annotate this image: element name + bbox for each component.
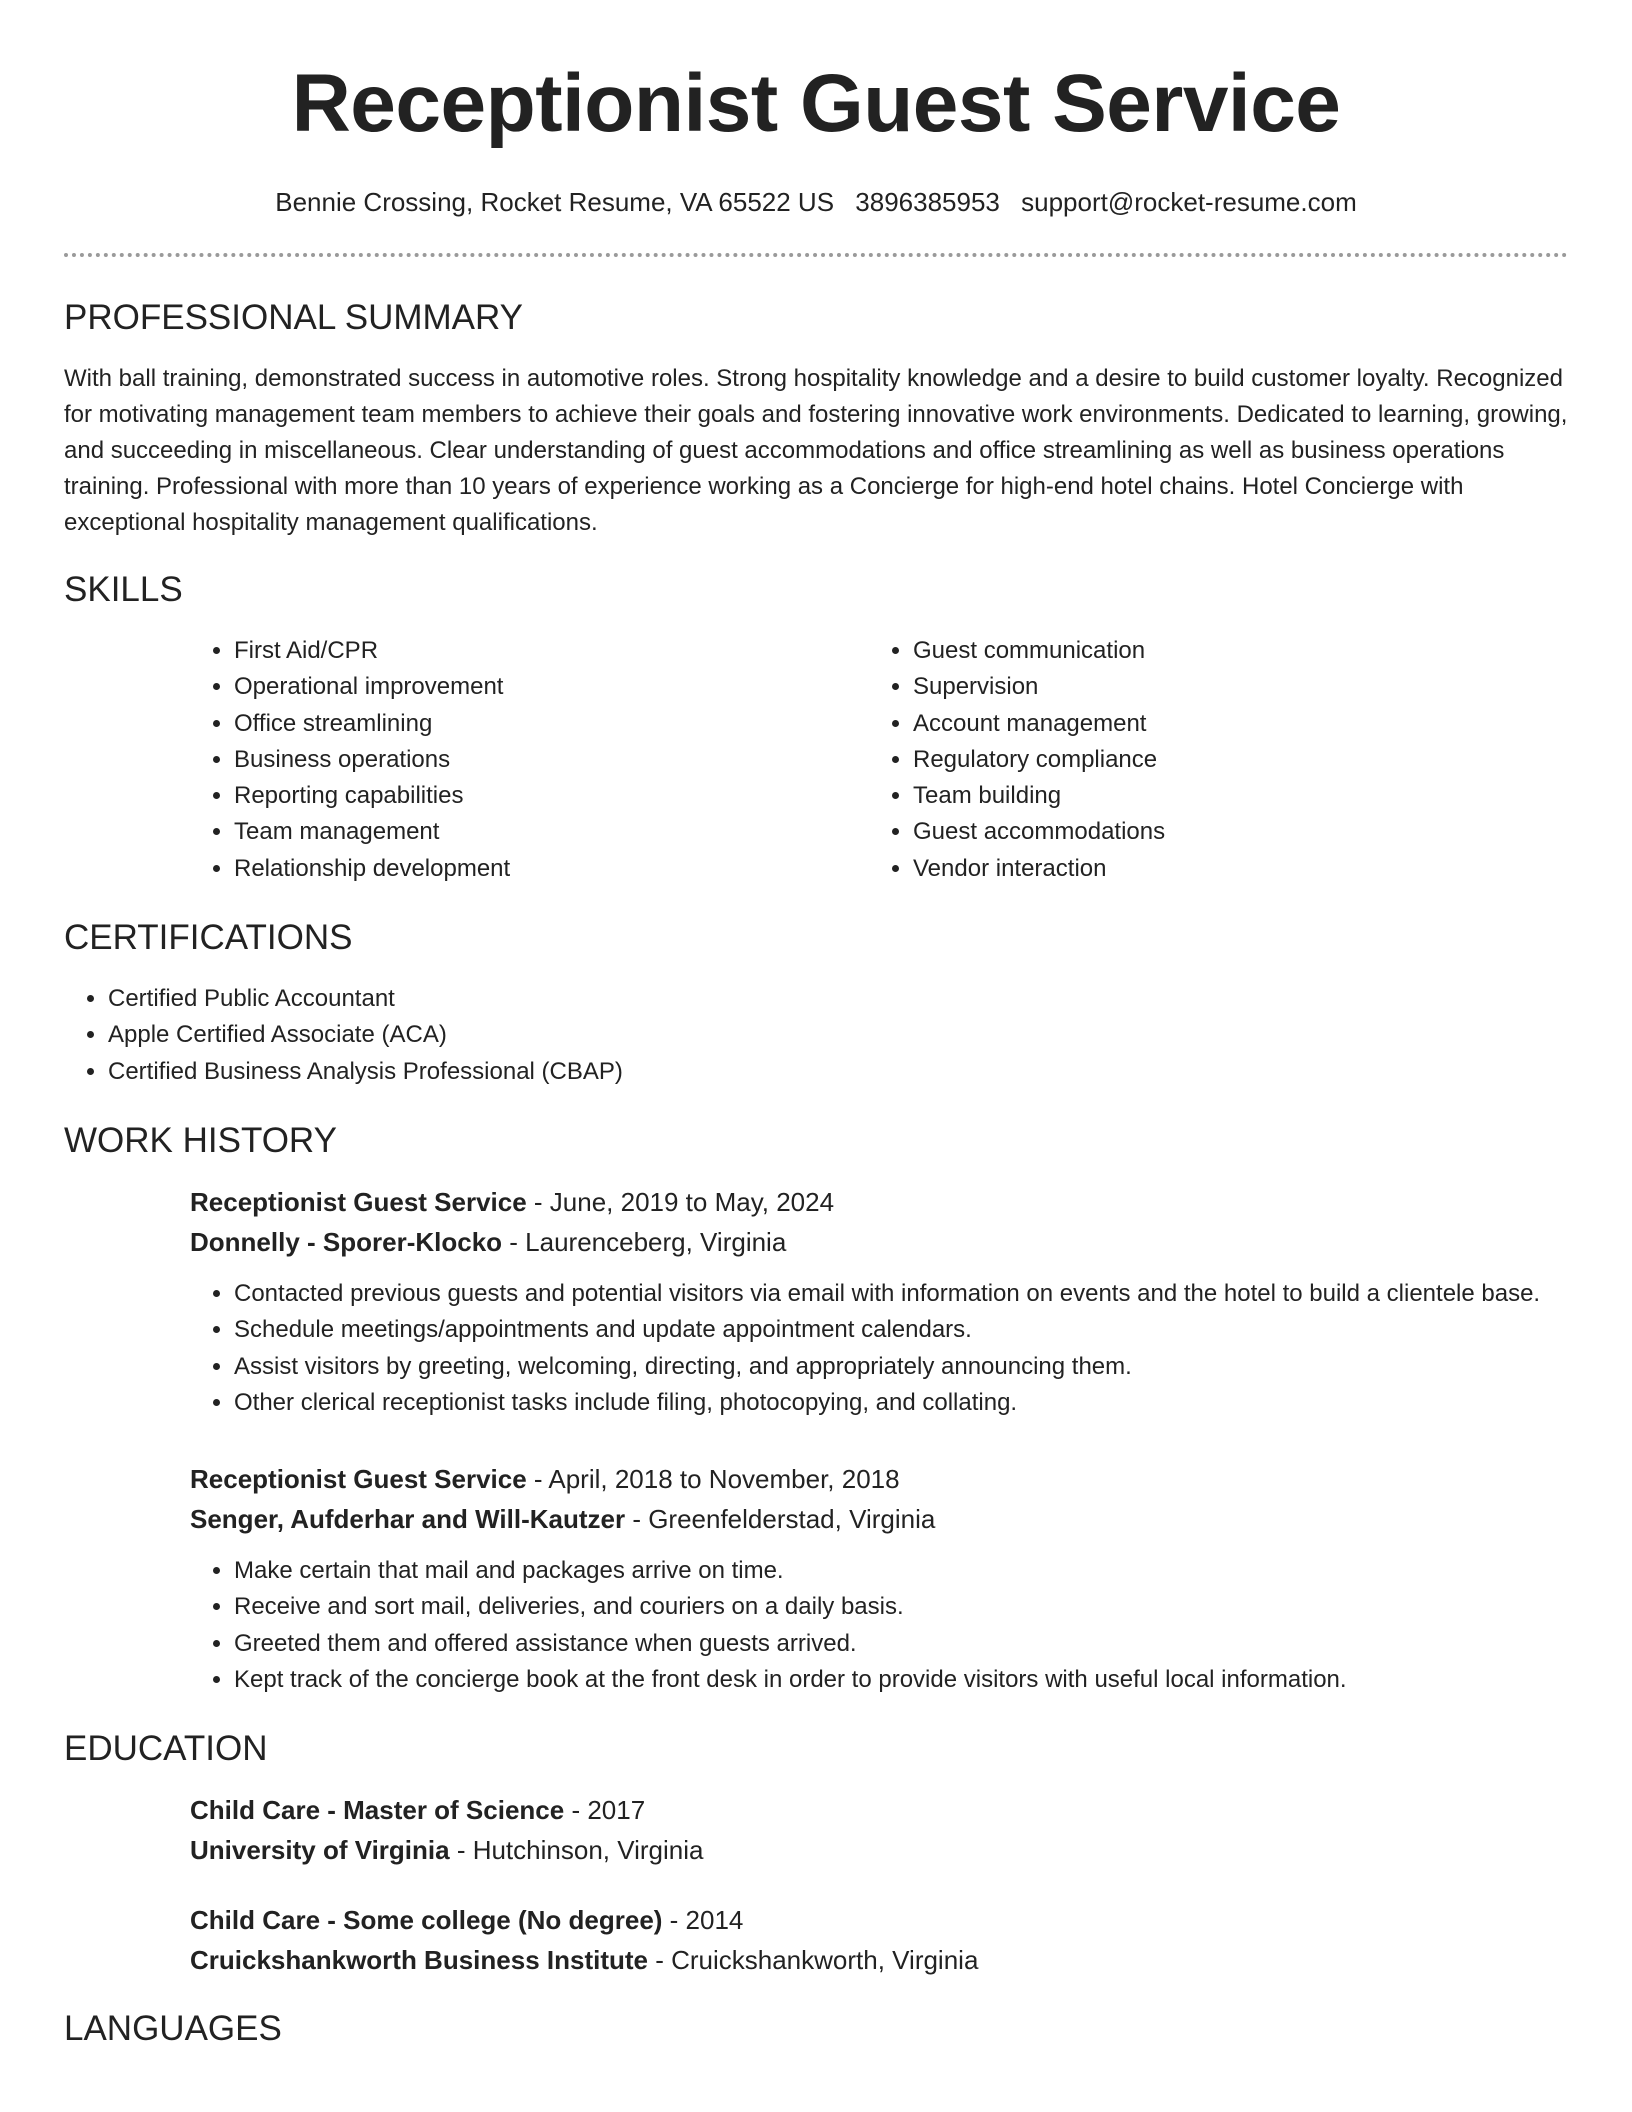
skill-item: • First Aid/CPR bbox=[234, 633, 869, 669]
skills-right-column bbox=[869, 633, 1548, 887]
skills-columns bbox=[190, 633, 1568, 887]
job-duty: • Contacted previous guests and potential visitors via email with information on events and the hotel to build a clientele base. bbox=[234, 1276, 1568, 1312]
languages-heading: LANGUAGES bbox=[64, 2009, 282, 2049]
job-role: Receptionist Guest Service bbox=[190, 1464, 527, 1495]
job-duty: • Assist visitors by greeting, welcoming, directing, and appropriately announcing them. bbox=[234, 1349, 1568, 1385]
work-history-section bbox=[64, 1120, 1568, 1698]
school-location: - Cruickshankworth, Virginia bbox=[647, 1945, 979, 1976]
summary-section bbox=[64, 297, 1568, 541]
skill-item: • Guest communication bbox=[913, 633, 1548, 669]
candidate-name: Receptionist Guest Service bbox=[291, 58, 1341, 149]
job-company: Senger, Aufderhar and Will-Kautzer bbox=[190, 1504, 626, 1535]
degree-line bbox=[190, 1790, 1568, 1830]
job-company-line bbox=[190, 1222, 1568, 1262]
skill-item: • Relationship development bbox=[234, 851, 869, 887]
job-duty: • Schedule meetings/appointments and update appointment calendars. bbox=[234, 1312, 1568, 1348]
skills-section bbox=[64, 569, 1568, 887]
skill-item: • Office streamlining bbox=[234, 706, 869, 742]
skill-item: • Supervision bbox=[913, 669, 1548, 705]
education-heading: EDUCATION bbox=[64, 1729, 268, 1769]
degree-name: Child Care - Master of Science bbox=[190, 1795, 565, 1826]
certification-item: • Certified Public Accountant bbox=[108, 981, 1568, 1017]
job-duty: • Make certain that mail and packages arrive on time. bbox=[234, 1553, 1568, 1589]
degree-name: Child Care - Some college (No degree) bbox=[190, 1905, 663, 1936]
degree-year: - 2017 bbox=[564, 1795, 646, 1826]
degree-line bbox=[190, 1900, 1568, 1940]
job-role: Receptionist Guest Service bbox=[190, 1186, 527, 1217]
work-history-heading: WORK HISTORY bbox=[64, 1120, 337, 1160]
certification-item: • Apple Certified Associate (ACA) bbox=[108, 1017, 1568, 1053]
skill-item: • Business operations bbox=[234, 742, 869, 778]
job-title-line bbox=[190, 1459, 1568, 1499]
job-location: - Laurenceberg, Virginia bbox=[502, 1226, 787, 1257]
job-duty: • Kept track of the concierge book at the front desk in order to provide visitors with useful local information. bbox=[234, 1662, 1568, 1698]
skill-item: • Reporting capabilities bbox=[234, 778, 869, 814]
education-entry bbox=[190, 1790, 1568, 1870]
job-title-line bbox=[190, 1182, 1568, 1222]
header-divider bbox=[64, 253, 1568, 257]
job-duty: • Greeted them and offered assistance when guests arrived. bbox=[234, 1626, 1568, 1662]
school-line bbox=[190, 1940, 1568, 1980]
languages-section bbox=[64, 2008, 1568, 2050]
skills-right-list bbox=[869, 633, 1548, 887]
skill-item: • Team management bbox=[234, 814, 869, 850]
summary-heading: PROFESSIONAL SUMMARY bbox=[64, 298, 523, 337]
skills-heading: SKILLS bbox=[64, 570, 183, 609]
job-duty: • Receive and sort mail, deliveries, and couriers on a daily basis. bbox=[234, 1589, 1568, 1625]
education-entry bbox=[190, 1900, 1568, 1980]
skill-item: • Team building bbox=[913, 778, 1548, 814]
school-line bbox=[190, 1830, 1568, 1870]
job-duties-list bbox=[190, 1276, 1568, 1421]
job-duty: • Other clerical receptionist tasks include filing, photocopying, and collating. bbox=[234, 1385, 1568, 1421]
certification-item: • Certified Business Analysis Professional (CBAP) bbox=[108, 1054, 1568, 1090]
skill-item: • Operational improvement bbox=[234, 669, 869, 705]
skill-item: • Account management bbox=[913, 706, 1548, 742]
job-location: - Greenfelderstad, Virginia bbox=[625, 1504, 936, 1535]
summary-text: With ball training, demonstrated success in automotive roles. Strong hospitality knowledge and a desire to build customer loyalty. Recognized for motivating management team members to achieve their goals and fostering innovative work environments. Dedicated to learning, growing, and succeeding in miscellaneous. Clear understanding of guest accommodations and office streamlining as well as business operations training. Professional with more than 10 years of experience working as a Concierge for high-end hotel chains. Hotel Concierge with exceptional hospitality management qualifications. bbox=[64, 365, 1568, 536]
resume-header bbox=[0, 0, 1632, 218]
contact-address: Bennie Crossing, Rocket Resume, VA 65522 US bbox=[275, 187, 835, 217]
job-company-line bbox=[190, 1499, 1568, 1539]
contact-phone: 3896385953 bbox=[855, 187, 1000, 217]
certifications-section bbox=[64, 917, 1568, 1090]
education-section bbox=[64, 1728, 1568, 1980]
job-entry bbox=[190, 1459, 1568, 1698]
job-dates: - April, 2018 to November, 2018 bbox=[526, 1464, 900, 1495]
school-name: Cruickshankworth Business Institute bbox=[190, 1945, 648, 1976]
certifications-heading: CERTIFICATIONS bbox=[64, 918, 353, 958]
job-company: Donnelly - Sporer-Klocko bbox=[190, 1226, 503, 1257]
job-duties-list bbox=[190, 1553, 1568, 1698]
degree-year: - 2014 bbox=[662, 1905, 744, 1936]
certifications-list bbox=[64, 981, 1568, 1090]
job-dates: - June, 2019 to May, 2024 bbox=[526, 1186, 835, 1217]
skill-item: • Guest accommodations bbox=[913, 814, 1548, 850]
contact-email: support@rocket-resume.com bbox=[1021, 187, 1357, 217]
school-location: - Hutchinson, Virginia bbox=[449, 1835, 704, 1866]
skills-left-list bbox=[190, 633, 869, 887]
skills-left-column bbox=[190, 633, 869, 887]
school-name: University of Virginia bbox=[190, 1835, 450, 1866]
contact-line bbox=[0, 186, 1632, 218]
job-entry bbox=[190, 1182, 1568, 1421]
skill-item: • Vendor interaction bbox=[913, 851, 1548, 887]
skill-item: • Regulatory compliance bbox=[913, 742, 1548, 778]
